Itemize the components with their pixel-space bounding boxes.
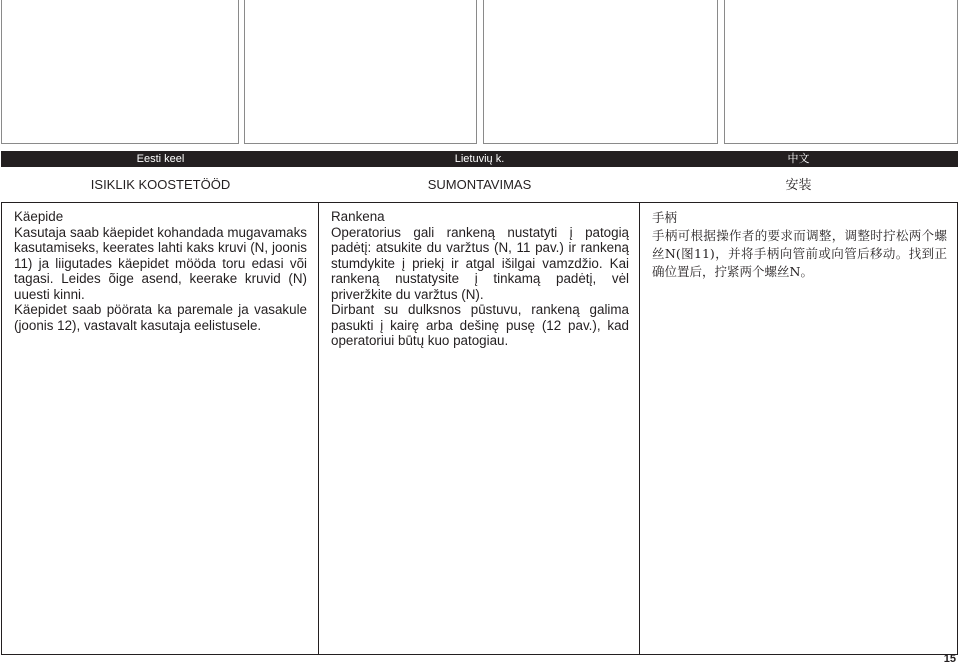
illustration-frame-3 bbox=[483, 0, 718, 144]
illustration-frame-1 bbox=[1, 0, 239, 144]
column-lithuanian bbox=[318, 203, 639, 654]
column-body bbox=[652, 227, 947, 281]
column-chinese bbox=[639, 203, 958, 654]
section-header-chinese: 安装 bbox=[785, 177, 812, 192]
section-header-estonian: ISIKLIK KOOSTETÖÖD bbox=[90, 177, 231, 192]
column-body bbox=[331, 225, 629, 349]
paragraph: Kasutaja saab käepidet kohandada mugavamaks kasutamiseks, keerates lahti kaks kruvi (N, joonis 11) ja liigutades käepidet mööda toru edasi või tagasi. Leides õige asend, keerake kruvid (N) uuesti kinni. bbox=[14, 224, 307, 302]
section-header-row bbox=[1, 168, 958, 203]
column-body bbox=[14, 225, 307, 334]
illustration-frame-4 bbox=[724, 0, 958, 144]
paragraph: Dirbant su dulksnos pūstuvu, rankeną galima pasukti į kairę arba dešinę pusę (12 pav.), kad operatoriui būtų kuo patogiau. bbox=[331, 302, 629, 348]
language-bar bbox=[1, 151, 958, 167]
column-title: Käepide bbox=[14, 209, 64, 224]
column-title: Rankena bbox=[331, 209, 385, 224]
column-title: 手柄 bbox=[652, 210, 678, 225]
paragraph: Operatorius gali rankeną nustatyti į patogią padėtį: atsukite du varžtus (N, 11 pav.) ir rankeną stumdykite į priekį ir atgal išilgai vamzdžio. Kai rankeną nustatysite į tinkamą padėtį, vėl priveržkite du varžtus (N). bbox=[331, 224, 629, 302]
paragraph: 手柄可根据操作者的要求而调整，调整时拧松两个螺丝N(图11)，并将手柄向管前或向管后移动。找到正确位置后，拧紧两个螺丝N。 bbox=[652, 228, 947, 279]
column-estonian bbox=[1, 203, 317, 654]
page-number: 15 bbox=[943, 653, 956, 665]
language-label-lithuanian: Lietuvių k. bbox=[454, 153, 505, 165]
bottom-rule bbox=[1, 654, 958, 655]
section-header-lithuanian: SUMONTAVIMAS bbox=[427, 177, 532, 192]
language-label-chinese: 中文 bbox=[787, 153, 810, 165]
paragraph: Käepidet saab pöörata ka paremale ja vasakule (joonis 12), vastavalt kasutaja eelistusele. bbox=[14, 302, 307, 333]
language-label-estonian: Eesti keel bbox=[136, 153, 185, 165]
illustration-frame-2 bbox=[244, 0, 477, 144]
